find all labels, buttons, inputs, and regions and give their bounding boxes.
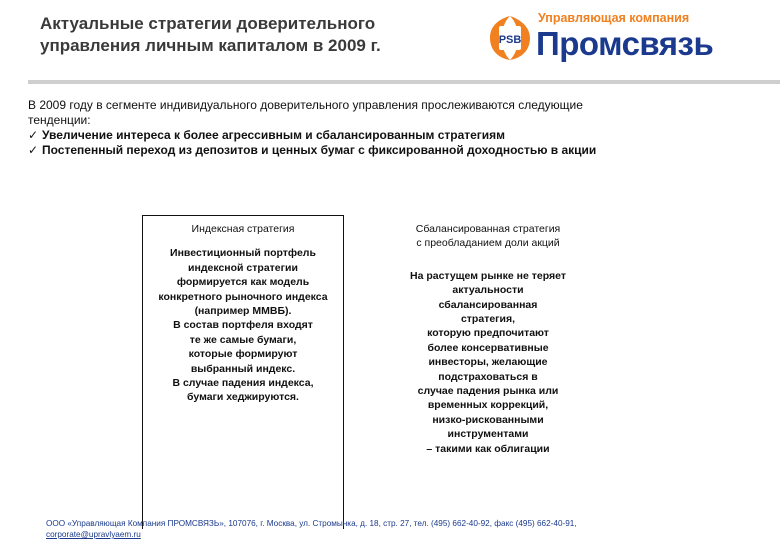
intro-text: [28, 98, 748, 128]
strategy-index-box: [142, 215, 344, 529]
strategy-line: низко-рискованными: [432, 413, 544, 426]
strategy-line: которые формируют: [188, 348, 298, 361]
logo-name: Промсвязь: [536, 25, 714, 62]
strategy-line: временных коррекций,: [427, 399, 549, 412]
logo-subtitle: Управляющая компания: [538, 11, 690, 25]
check-icon: ✓: [28, 128, 39, 142]
strategy-heading-line: с преобладанием доли акций: [416, 237, 560, 250]
company-logo: [488, 10, 758, 68]
strategy-line: подстраховаться в: [438, 370, 538, 383]
strategy-line: актуальности: [452, 284, 524, 297]
title-line-1: Актуальные стратегии доверительного: [40, 14, 376, 33]
strategy-line: индексной стратегии: [188, 261, 298, 274]
strategy-heading: [386, 218, 590, 251]
strategy-line: (например ММВБ).: [194, 305, 292, 318]
strategy-line: те же самые бумаги,: [189, 333, 297, 346]
title-line-2: управления личным капиталом в 2009 г.: [40, 36, 381, 55]
trend-item: [28, 128, 748, 143]
svg-text:PSB: PSB: [498, 34, 522, 46]
footer-email-link[interactable]: corporate@upravlyaem.ru: [46, 530, 141, 539]
intro-line-2: тенденции:: [28, 113, 91, 127]
strategy-line: бумаги хеджируются.: [187, 391, 299, 404]
strategy-line: конкретного рыночного индекса: [158, 290, 328, 303]
strategy-line: В состав портфеля входят: [173, 319, 313, 332]
strategy-line: стратегия,: [460, 313, 516, 326]
strategy-line: формируется как модель: [176, 276, 310, 289]
strategy-line: Инвестиционный портфель: [170, 247, 316, 260]
strategy-heading-line: Индексная стратегия: [191, 223, 295, 235]
footer-contacts: [46, 518, 766, 540]
trend-item: [28, 143, 748, 158]
strategy-heading-line: Сбалансированная стратегия: [415, 223, 561, 235]
trend-item-text: Постепенный переход из депозитов и ценных бумаг с фиксированной доходностью в акции: [42, 143, 597, 157]
strategy-line: инструментами: [447, 428, 529, 441]
intro-block: [28, 98, 748, 158]
trend-item-text: Увеличение интереса к более агрессивным и сбалансированным стратегиям: [42, 128, 506, 142]
strategy-line: которую предпочитают: [427, 327, 549, 340]
strategy-line: выбранный индекс.: [190, 362, 296, 375]
strategy-line: сбалансированная: [438, 298, 538, 311]
strategy-description: [386, 269, 590, 456]
strategy-line: более консервативные: [427, 341, 549, 354]
strategy-line: На растущем рынке не теряет: [410, 269, 566, 282]
strategy-description: [143, 246, 343, 404]
footer-address: ООО «Управляющая Компания ПРОМСВЯЗЬ», 107076, г. Москва, ул. Стромынка, д. 18, стр. 27, тел. (495) 662-40-92, факс (495) 662-40-91,: [46, 519, 577, 528]
psb-logo-icon: [488, 14, 532, 62]
strategy-line: – такими как облигации: [426, 442, 550, 455]
strategy-line: В случае падения индекса,: [172, 377, 314, 390]
page-title: [40, 13, 480, 57]
trend-list: [28, 128, 748, 158]
strategy-heading: [143, 216, 343, 236]
header-divider: [28, 80, 780, 84]
intro-line-1: В 2009 году в сегменте индивидуального доверительного управления прослеживаются следующие: [28, 98, 583, 112]
strategy-line: инвесторы, желающие: [428, 356, 548, 369]
strategy-line: случае падения рынка или: [417, 385, 559, 398]
strategy-balanced-box: [386, 218, 590, 456]
check-icon: ✓: [28, 143, 39, 157]
